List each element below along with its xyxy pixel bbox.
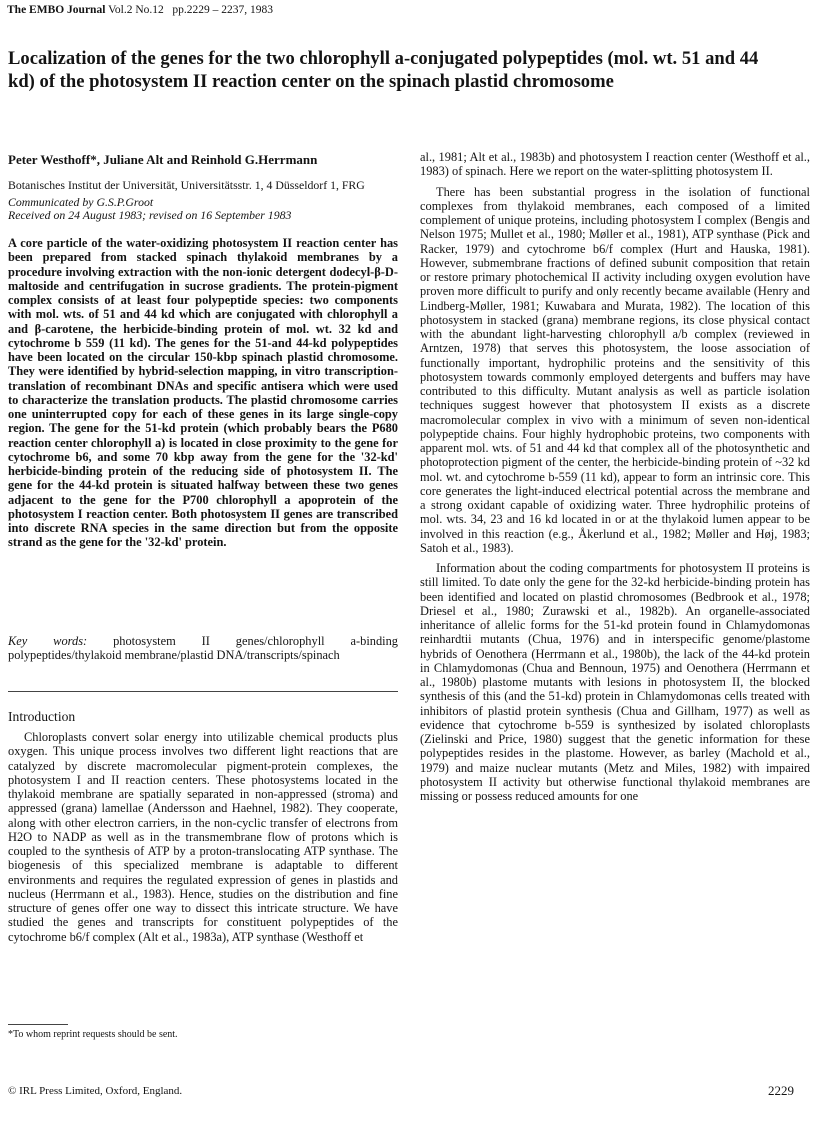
paper-title: Localization of the genes for the two chlorophyll a-conjugated polypeptides (mol. wt. 51 and 44 kd) of the photosystem II reaction center on the spinach plastid chromosome: [8, 48, 759, 92]
intro-heading: Introduction: [8, 709, 76, 724]
received-dates: Received on 24 August 1983; revised on 16 September 1983: [8, 208, 292, 222]
right-column: [420, 150, 810, 803]
keywords-text: photosystem II genes/chlorophyll a-binding polypeptides/thylakoid membrane/plastid DNA/transcripts/spinach: [8, 634, 398, 663]
right-paragraph-3: Information about the coding compartments for photosystem II proteins is still limited. To date only the gene for the 32-kd herbicide-binding protein has been identified and located on plastid chromosomes (Bedbrook et al., 1978; Driesel et al., 1980; Zurawski et al., 1982b). An organelle-associated inheritance of allelic forms for the 51-kd protein found in Chlamydomonas reinhardtii mutants (Chua, 1976) and in interspecific genome/plastome hybrids of Oenothera (Herrmann et al., 1980b), the lack of the 44-kd protein in Chlamydomonas (Chua and Bennoun, 1975) and Oenothera (Herrmann et al., 1980b) plastome mutants with lesions in photosystem II, the blocked synthesis of this (and the 51-kd) protein in Chlamydomonas cells treated with inhibitors of plastid protein synthesis (Chua and Gillham, 1977) as well as evidence that cytochrome b-559 is synthesized by isolated chloroplasts (Zielinski and Price, 1980) suggest that the genetic information for these polypeptides resides in the plastome. However, as barley (Machold et al., 1979) and maize nuclear mutants (Metz and Miles, 1982) with impaired photosystem II activity but otherwise functional thylakoid membranes are missing or possess reduced amounts for one: [420, 561, 810, 803]
copyright: © IRL Press Limited, Oxford, England.: [8, 1085, 183, 1097]
intro-text: [8, 730, 398, 944]
right-paragraph-2: There has been substantial progress in the isolation of functional complexes from thylakoid membranes, each composed of a limited complement of unique proteins, including photosystem I complex (Bengis and Nelson 1975; Mullet et al., 1980; Møller et al., 1981), ATP synthase (Pick and Racker, 1979) and cytochrome b6/f complex (Hurt and Hauska, 1981). However, submembrane fractions of defined subunit composition that retain or restore primary photochemical II activity including oxygen evolution have proven more difficult to purify and only recently became available (Henry and Lindberg-Møller, 1981; Kuwabara and Murata, 1982). The location of this photosystem in stacked (grana) membrane regions, its close physical contact with the abundant light-harvesting chlorophyll a/b complex (reviewed in Arntzen, 1978) that serves this photosystem, the loose association of functionally important, hydrophilic proteins and the sensitivity of this photosystem towards commonly employed detergents and buffers may have contributed to this difficulty. Mutant analysis as well as particle isolation techniques suggest however that photosystem II exists as a discrete macromolecular complex in vivo with a minimum of seven non-identical polypeptide chains. Four highly hydrophobic proteins, two components with apparent mol. wts. of 51 and 44 kd that complex all of the photosynthetic and photoprotection pigment of the center, the herbicide-binding protein of ~32 kd mol. wt. and cytochrome b-559 (11 kd), appear to form an intrinsic core. This core generates the light-induced electrical potential across the membrane and a strong oxidant capable of oxidizing water. Three hydrophilic proteins of mol. wts. 34, 23 and 16 kd located in or at the thylakoid lumen appear to be involved in this reaction (e.g., Åkerlund et al., 1982; Møller and Høj, 1983; Satoh et al., 1983).: [420, 184, 810, 555]
keywords: [8, 634, 398, 663]
footnote-rule: [8, 1024, 68, 1025]
affiliation: Botanisches Institut der Universität, Universitätsstr. 1, 4 Düsseldorf 1, FRG: [8, 178, 365, 192]
divider: [8, 691, 398, 692]
journal-pages: pp.2229 – 2237, 1983: [172, 4, 274, 16]
journal-name: The EMBO Journal: [7, 4, 106, 16]
intro-paragraph: Chloroplasts convert solar energy into utilizable chemical products plus oxygen. This unique process involves two different light reactions that are catalyzed by discrete macromolecular pigment-protein complexes, the photosystem I and II reaction centers. These photosystems located in the thylakoid membrane are spatially separated in non-appressed (stroma) and appressed (grana) lamellae (Andersson and Haehnel, 1982). They cooperate, along with other electron carriers, in the non-cyclic transfer of electrons from H2O to NADP as well as in the transmembrane flow of protons which is coupled to the synthesis of ATP by a proton-translocating ATP synthase. The biogenesis of this specialized membrane is adaptable to different environments and requires the regulated expression of genes in plastids and nucleus (Herrmann et al., 1983). Hence, studies on the distribution and fine structure of genes offer one way to dissect this intricate structure. We have studied the genes and transcripts for constituent polypeptides of the cytochrome b6/f complex (Alt et al., 1983a), ATP synthase (Westhoff et: [8, 730, 398, 944]
page-number: 2229: [768, 1083, 794, 1098]
journal-volume: Vol.2 No.12: [108, 4, 164, 16]
communicated-by: Communicated by G.S.P.Groot: [8, 195, 154, 209]
keywords-label: Key words:: [8, 634, 88, 648]
communication-info: [8, 196, 398, 222]
authors: Peter Westhoff*, Juliane Alt and Reinhold G.Herrmann: [8, 152, 318, 167]
footnote: *To whom reprint requests should be sent.: [8, 1029, 178, 1040]
journal-header: [7, 4, 273, 16]
abstract: A core particle of the water-oxidizing photosystem II reaction center has been prepared from stacked spinach thylakoid membranes by a procedure involving extraction with the non-ionic detergent dodecyl-β-D-maltoside and centrifugation in sucrose gradients. The protein-pigment complex consists of at least four polypeptide species: two components with mol. wts. of 51 and 44 kd which are conjugated with chlorophyll a and β-carotene, the herbicide-binding protein of mol. wt. 32 kd and cytochrome b 559 (11 kd). The genes for the 51-and 44-kd polypeptides have been located on the circular 150-kbp spinach plastid chromosome. They were identified by hybrid-selection mapping, in vitro transcription-translation of recombinant DNAs and specific antisera which were used to characterize the translation products. The plastid chromosome carries one uninterrupted copy for each of these genes in its large single-copy region. The gene for the 51-kd protein (which probably bears the P680 reaction center chlorophyll a) is located in close proximity to the gene for cytochrome b6, and some 70 kbp away from the gene for the '32-kd' herbicide-binding protein of the reducing side of photosystem II. The gene for the 44-kd protein is situated halfway between these two genes adjacent to the gene for the P700 chlorophyll a apoprotein of the photosystem I reaction center. Both photosystem II genes are transcribed into discrete RNA species in the same direction but from the opposite strand as the gene for the '32-kd' protein.: [8, 236, 398, 550]
right-paragraph-1: al., 1981; Alt et al., 1983b) and photosystem I reaction center (Westhoff et al., 1983) of spinach. Here we report on the water-splitting photosystem II.: [420, 150, 810, 179]
